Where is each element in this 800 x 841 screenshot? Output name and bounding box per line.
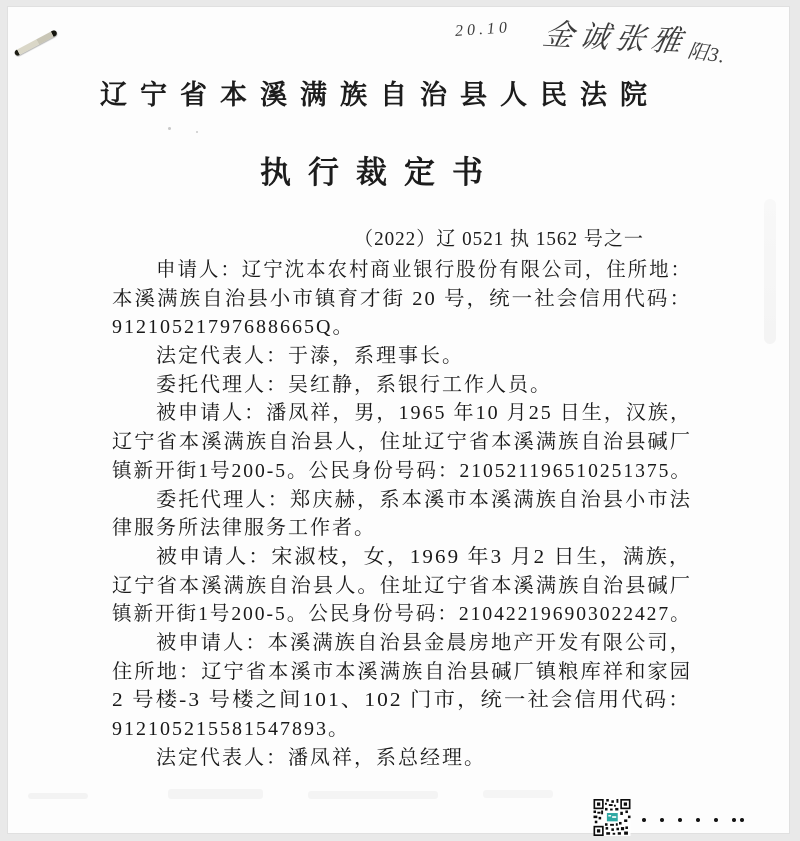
scan-smudge [764, 199, 776, 344]
body-line: 被申请人：本溪满族自治县金晨房地产开发有限公司， [156, 631, 692, 654]
dot-mark [678, 818, 682, 822]
body-line: 被申请人：宋淑枝，女，1969 年3 月2 日生，满族， [156, 545, 692, 568]
body-text [112, 256, 692, 772]
body-line: 912105215581547893。 [112, 718, 350, 740]
body-line: 申请人：辽宁沈本农村商业银行股份有限公司，住所地： [156, 259, 692, 281]
dot-mark [714, 818, 718, 822]
bleed-through-mark [308, 791, 438, 799]
dot-mark [696, 818, 700, 822]
body-line: 本溪满族自治县小市镇育才街 20 号，统一社会信用代码： [112, 287, 692, 310]
body-line: 委托代理人：郑庆赫，系本溪市本溪满族自治县小市法 [156, 488, 692, 511]
qr-code-icon [593, 799, 631, 836]
body-line: 住所地：辽宁省本溪市本溪满族自治县碱厂镇粮库祥和家园 [112, 660, 692, 683]
body-line: 辽宁省本溪满族自治县人。住址辽宁省本溪满族自治县碱厂 [112, 574, 692, 597]
body-line: 法定代表人：于溙，系理事长。 [156, 345, 464, 368]
bleed-through-mark [28, 793, 88, 799]
body-line: 辽宁省本溪满族自治县人，住址辽宁省本溪满族自治县碱厂 [112, 431, 692, 454]
body-line: 委托代理人：吴红静，系银行工作人员。 [156, 373, 552, 396]
handwritten-note: 金诚张雅 [540, 18, 691, 59]
document-page [8, 7, 789, 833]
dot-mark [642, 818, 646, 822]
body-line: 2 号楼-3 号楼之间101、102 门市，统一社会信用代码： [112, 689, 692, 712]
dots-row [642, 813, 744, 827]
bleed-through-mark [483, 790, 553, 798]
body-line: 律服务所法律服务工作者。 [112, 517, 376, 540]
case-number: （2022）辽 0521 执 1562 号之一 [354, 229, 645, 250]
pen-mark [14, 29, 58, 56]
dot-mark [740, 818, 744, 822]
body-line: 镇新开街1号200-5。公民身份号码：210422196903022427。 [112, 603, 692, 626]
handwritten-date: 20.10 [454, 19, 512, 40]
scan-speck [168, 127, 171, 130]
handwritten-note-suffix: 阳3. [686, 40, 728, 68]
body-line: 91210521797688665Q。 [112, 316, 355, 339]
bleed-through-mark [168, 789, 263, 799]
court-name: 辽宁省本溪满族自治县人民法院 [100, 80, 660, 110]
body-line: 法定代表人：潘凤祥，系总经理。 [156, 746, 486, 769]
scan-speck [196, 131, 198, 133]
document-title: 执行裁定书 [260, 155, 500, 190]
dot-mark [660, 818, 664, 822]
dot-mark [732, 818, 736, 822]
body-line: 被申请人：潘凤祥，男，1965 年10 月25 日生，汉族， [156, 402, 692, 425]
body-line: 镇新开街1号200-5。公民身份号码：210521196510251375。 [112, 459, 692, 482]
